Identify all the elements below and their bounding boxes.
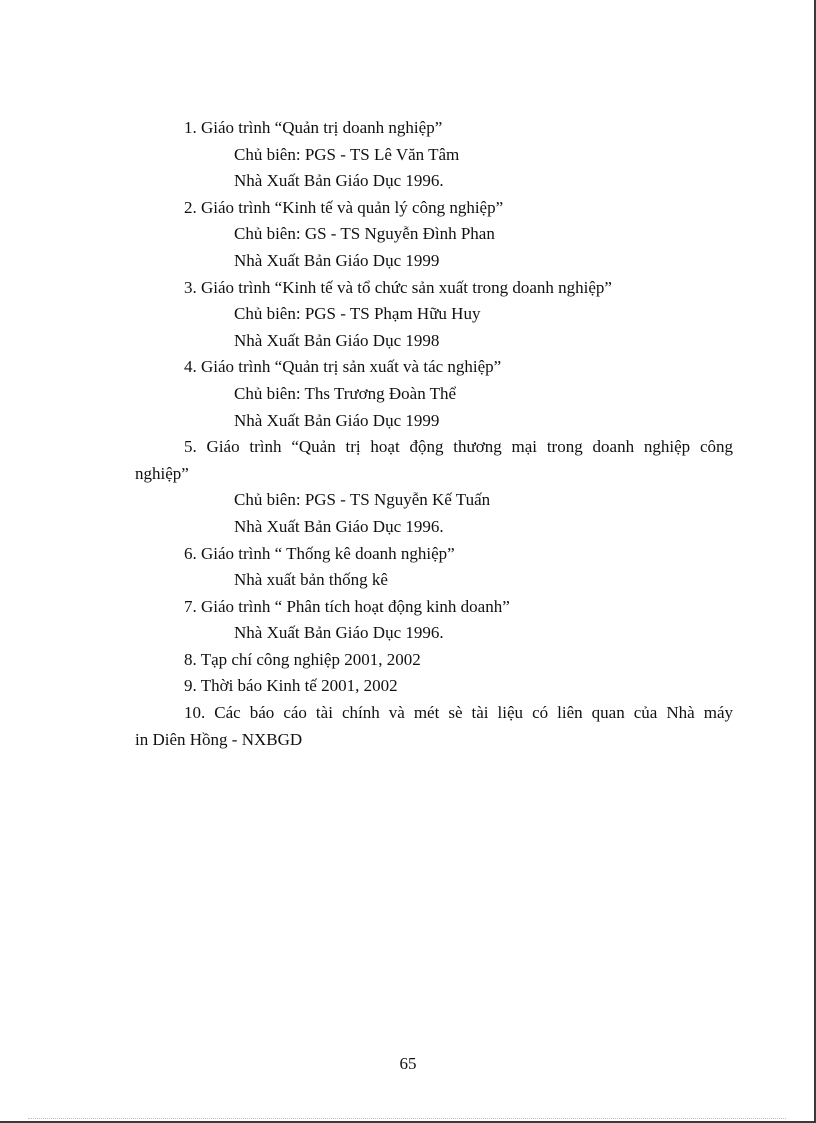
reference-publisher: Nhà Xuất Bản Giáo Dục 1996.	[234, 516, 444, 536]
reference-title: 7. Giáo trình “ Phân tích hoạt động kinh doanh”	[184, 596, 510, 616]
reference-item	[135, 673, 733, 700]
reference-editor: Chủ biên: PGS - TS Phạm Hữu Huy	[234, 304, 481, 324]
reference-title-line-1: 5. Giáo trình “Quản trị hoạt động thương mại trong doanh nghiệp công	[184, 437, 733, 457]
page-number: 65	[399, 1054, 417, 1073]
reference-publisher: Nhà Xuất Bản Giáo Dục 1999	[234, 410, 440, 430]
reference-title: 8. Tạp chí công nghiệp 2001, 2002	[184, 649, 421, 669]
reference-item	[135, 354, 733, 434]
reference-item	[135, 275, 733, 355]
reference-publisher: Nhà Xuất Bản Giáo Dục 1996.	[234, 171, 444, 191]
reference-title: 3. Giáo trình “Kinh tế và tổ chức sản xuất trong doanh nghiệp”	[184, 277, 612, 297]
reference-title: 6. Giáo trình “ Thống kê doanh nghiệp”	[184, 543, 455, 563]
reference-editor: Chủ biên: PGS - TS Lê Văn Tâm	[234, 144, 460, 164]
reference-list	[135, 115, 733, 753]
reference-title: 9. Thời báo Kinh tế 2001, 2002	[184, 676, 398, 696]
reference-publisher: Nhà Xuất Bản Giáo Dục 1998	[234, 330, 440, 350]
reference-title: 2. Giáo trình “Kinh tế và quản lý công nghiệp”	[184, 197, 504, 217]
reference-title-line-1: 10. Các báo cáo tài chính và mét sè tài liệu có liên quan của Nhà máy	[184, 703, 733, 723]
reference-item	[135, 647, 733, 674]
reference-publisher: Nhà xuất bản thống kê	[234, 570, 388, 590]
reference-item	[135, 700, 733, 753]
reference-item	[135, 541, 733, 594]
reference-title-line-2: in Diên Hồng - NXBGD	[135, 729, 303, 749]
reference-editor: Chủ biên: GS - TS Nguyễn Đình Phan	[234, 224, 495, 244]
reference-item	[135, 594, 733, 647]
reference-publisher: Nhà Xuất Bản Giáo Dục 1999	[234, 250, 440, 270]
reference-editor: Chủ biên: Ths Trương Đoàn Thể	[234, 383, 457, 403]
reference-item	[135, 115, 733, 195]
reference-editor: Chủ biên: PGS - TS Nguyễn Kế Tuấn	[234, 490, 491, 510]
page-bottom-rule	[28, 1118, 786, 1119]
reference-title: 4. Giáo trình “Quản trị sản xuất và tác nghiệp”	[184, 357, 502, 377]
reference-title: 1. Giáo trình “Quản trị doanh nghiệp”	[184, 118, 443, 137]
reference-publisher: Nhà Xuất Bản Giáo Dục 1996.	[234, 623, 444, 643]
reference-item	[135, 195, 733, 275]
reference-title-line-2: nghiệp”	[135, 463, 189, 483]
reference-item	[135, 434, 733, 540]
